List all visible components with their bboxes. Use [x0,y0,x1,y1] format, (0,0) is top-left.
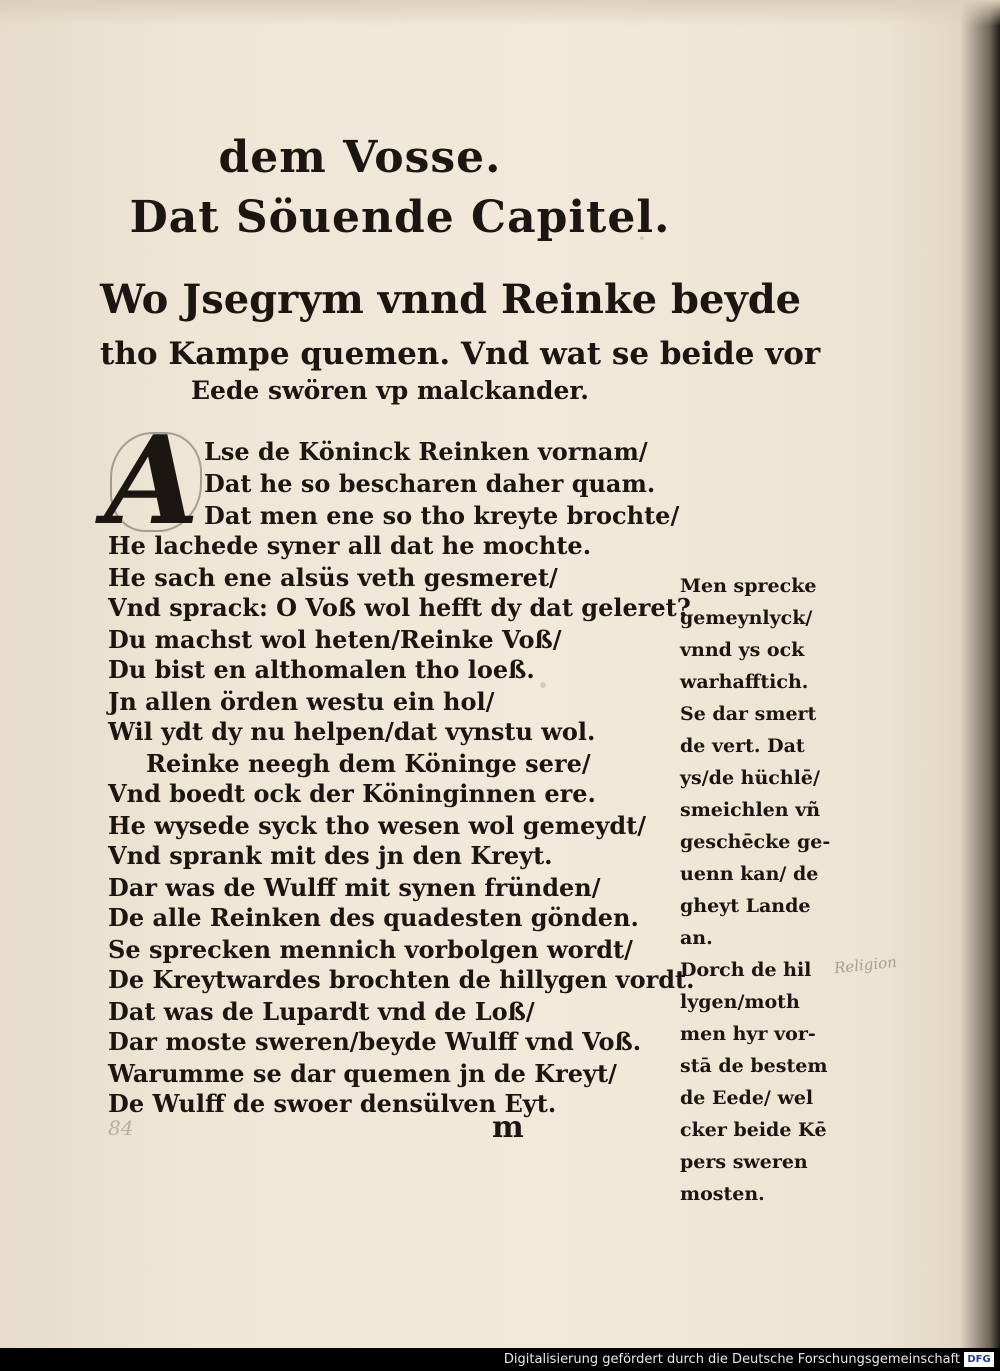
running-head: dem Vosse. [218,132,502,183]
margin-note-line: Men sprecke [680,575,817,597]
margin-note-line: pers sweren [680,1151,808,1173]
verse-line: Du machst wol heten/Reinke Voß/ [108,625,562,654]
chapter-rubric-line: Eede swören vp malckander. [190,376,590,405]
verse-line: Jn allen örden westu ein hol/ [108,687,495,716]
margin-note-line: de vert. Dat [680,735,805,757]
verse-line: Dat was de Lupardt vnd de Loß/ [108,997,535,1026]
verse-line: Dat men ene so tho kreyte brochte/ [204,501,680,530]
verse-line: Dat he so bescharen daher quam. [204,469,656,498]
margin-note-line: uenn kan/ de [680,863,819,885]
verse-line: Reinke neegh dem Köninge sere/ [146,749,591,778]
digitization-footer [0,1348,1000,1371]
margin-note-line: stā de bestem [680,1055,828,1077]
verse-line: De alle Reinken des quadesten gönden. [108,903,639,932]
margin-note-line: gheyt Lande [680,895,811,917]
verse-line: He sach ene alsüs veth gesmeret/ [108,563,558,592]
margin-note-line: lygen/moth [680,991,800,1013]
verse-line: Dar moste sweren/beyde Wulff vnd Voß. [108,1027,642,1056]
paper-stain [540,682,546,688]
verse-line: He wysede syck tho wesen wol gemeydt/ [108,811,646,840]
chapter-rubric-line: tho Kampe quemen. Vnd wat se beide vor [100,336,821,372]
margin-note-line: gemeynlyck/ [680,607,813,629]
chapter-rubric-line: Wo Jsegrym vnnd Reinke beyde [100,276,802,323]
verse-line: Wil ydt dy nu helpen/dat vynstu wol. [108,717,596,746]
funding-credit: Digitalisierung gefördert durch die Deutsche Forschungsgemeinschaft [503,1352,960,1367]
page-top-shadow [0,0,1000,26]
margin-note-line: an. [680,927,713,949]
verse-line: Vnd sprack: O Voß wol hefft dy dat geleret? [108,593,691,622]
verse-line: Vnd boedt ock der Köninginnen ere. [108,779,596,808]
margin-note-line: smeichlen vñ [680,799,821,821]
verse-line: De Wulff de swoer densülven Eyt. [108,1089,557,1118]
verse-line: Lse de Köninck Reinken vornam/ [204,437,648,466]
verse-line: Se sprecken mennich vorbolgen wordt/ [108,935,633,964]
faint-page-number: 84 [108,1116,134,1140]
verse-line: De Kreytwardes brochten de hillygen vordt. [108,965,695,994]
decorated-initial: A [104,408,200,552]
verse-line: Du bist en althomalen tho loeß. [108,655,535,684]
margin-note-line: ys/de hüchlē/ [680,767,820,789]
chapter-title: Dat Söuende Capitel. [129,192,671,243]
verse-line: He lachede syner all dat he mochte. [108,531,592,560]
dfg-logo: DFG [964,1352,994,1367]
margin-note-line: geschēcke ge- [680,831,831,853]
margin-note-line: warhafftich. [680,671,809,693]
pencil-annotation: Religion [833,952,898,978]
margin-note-line: Dorch de hil [680,959,812,981]
signature-mark: m [492,1110,524,1145]
verse-line: Dar was de Wulff mit synen fründen/ [108,873,601,902]
margin-note [680,570,830,1210]
margin-note-line: mosten. [680,1183,765,1205]
verse-line: Warumme se dar quemen jn de Kreyt/ [108,1059,617,1088]
margin-note-line: vnnd ys ock [680,639,805,661]
margin-note-line: Se dar smert [680,703,817,725]
margin-note-line: cker beide Kē [680,1119,827,1141]
verse-line: Vnd sprank mit des jn den Kreyt. [108,841,553,870]
margin-note-line: men hyr vor- [680,1023,816,1045]
margin-note-line: de Eede/ wel [680,1087,814,1109]
